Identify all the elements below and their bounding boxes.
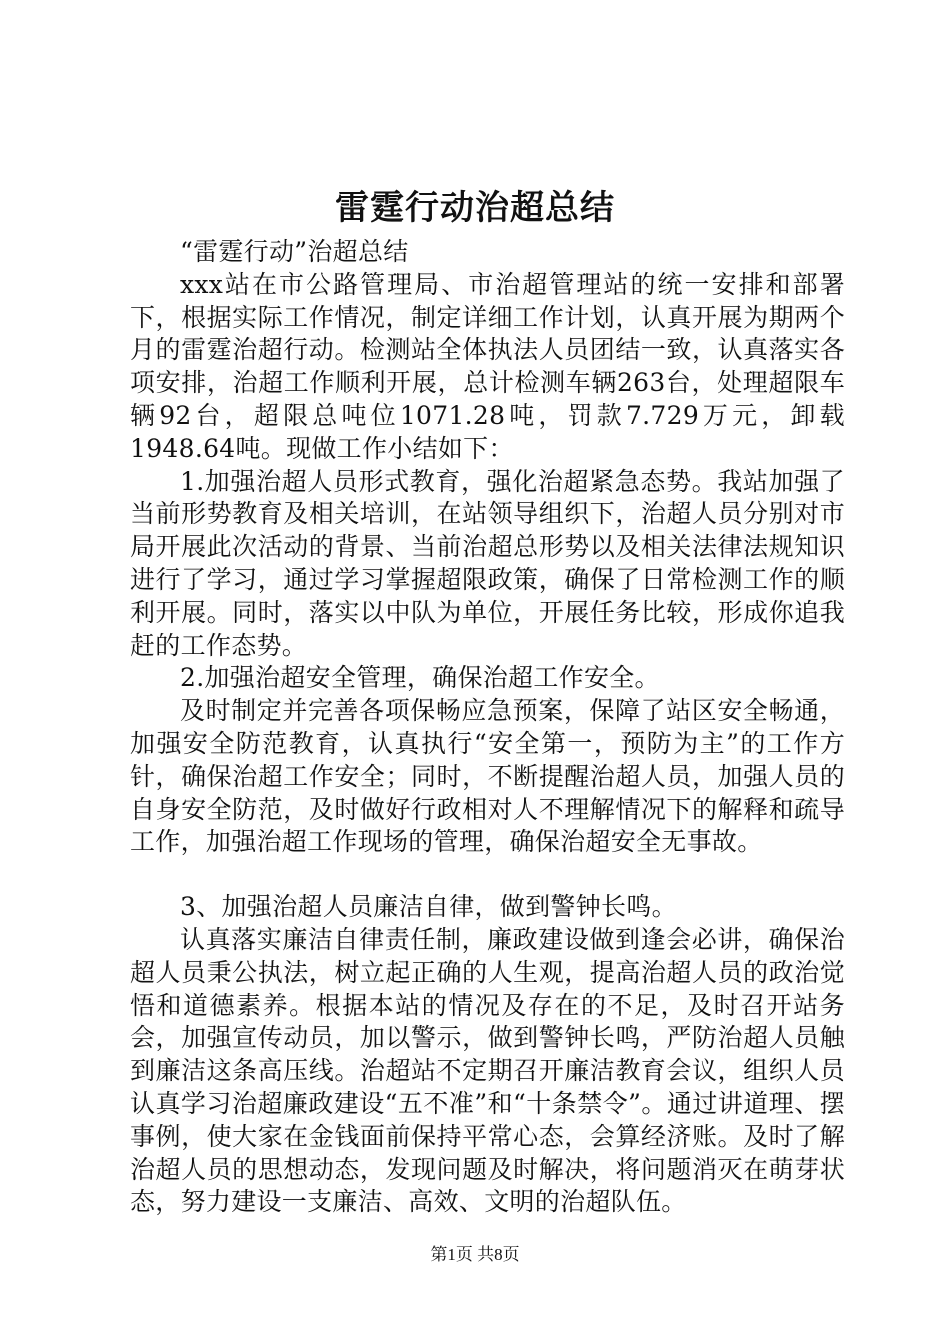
page-footer: 第1页 共8页 [430,1245,520,1264]
body-paragraph: xxx站在市公路管理局、市治超管理站的统一安排和部署下，根据实际工作情况，制定详细工作计划，认真开展为期两个月的雷霆治超行动。检测站全体执法人员团结一致，认真落实各项安排，治超工作顺利开展，总计检测车辆263台，处理超限车辆92台，超限总吨位1071.28吨，罚款7.729万元，卸载1948.64吨。现做工作小结如下： [130,269,845,463]
body-paragraph: 及时制定并完善各项保畅应急预案，保障了站区安全畅通，加强安全防范教育，认真执行“安全第一，预防为主”的工作方针，确保治超工作安全；同时，不断提醒治超人员，加强人员的自身安全防范，及时做好行政相对人不理解情况下的解释和疏导工作，加强治超工作现场的管理，确保治超安全无事故。 [130,696,845,857]
document-body [130,236,845,1219]
body-paragraph: 1.加强治超人员形式教育，强化治超紧急态势。我站加强了当前形势教育及相关培训，在站领导组织下，治超人员分别对市局开展此次活动的背景、当前治超总形势以及相关法律法规知识进行了学习，通过学习掌握超限政策，确保了日常检测工作的顺利开展。同时，落实以中队为单位，开展任务比较，形成你追我赶的工作态势。 [130,466,845,660]
document-title: 雷霆行动治超总结 [335,188,615,228]
body-paragraph: “雷霆行动”治超总结 [180,237,409,266]
body-paragraph: 认真落实廉洁自律责任制，廉政建设做到逢会必讲，确保治超人员秉公执法，树立起正确的人生观，提高治超人员的政治觉悟和道德素养。根据本站的情况及存在的不足，及时召开站务会，加强宣传动员，加以警示，做到警钟长鸣，严防治超人员触到廉洁这条高压线。治超站不定期召开廉洁教育会议，组织人员认真学习治超廉政建设“五不准”和“十条禁令”。通过讲道理、摆事例，使大家在金钱面前保持平常心态，会算经济账。及时了解治超人员的思想动态，发现问题及时解决，将问题消灭在萌芽状态，努力建设一支廉洁、高效、文明的治超队伍。 [130,924,845,1217]
body-paragraph: 3、加强治超人员廉洁自律，做到警钟长鸣。 [180,892,677,922]
body-paragraph: 2.加强治超安全管理，确保治超工作安全。 [180,663,660,693]
